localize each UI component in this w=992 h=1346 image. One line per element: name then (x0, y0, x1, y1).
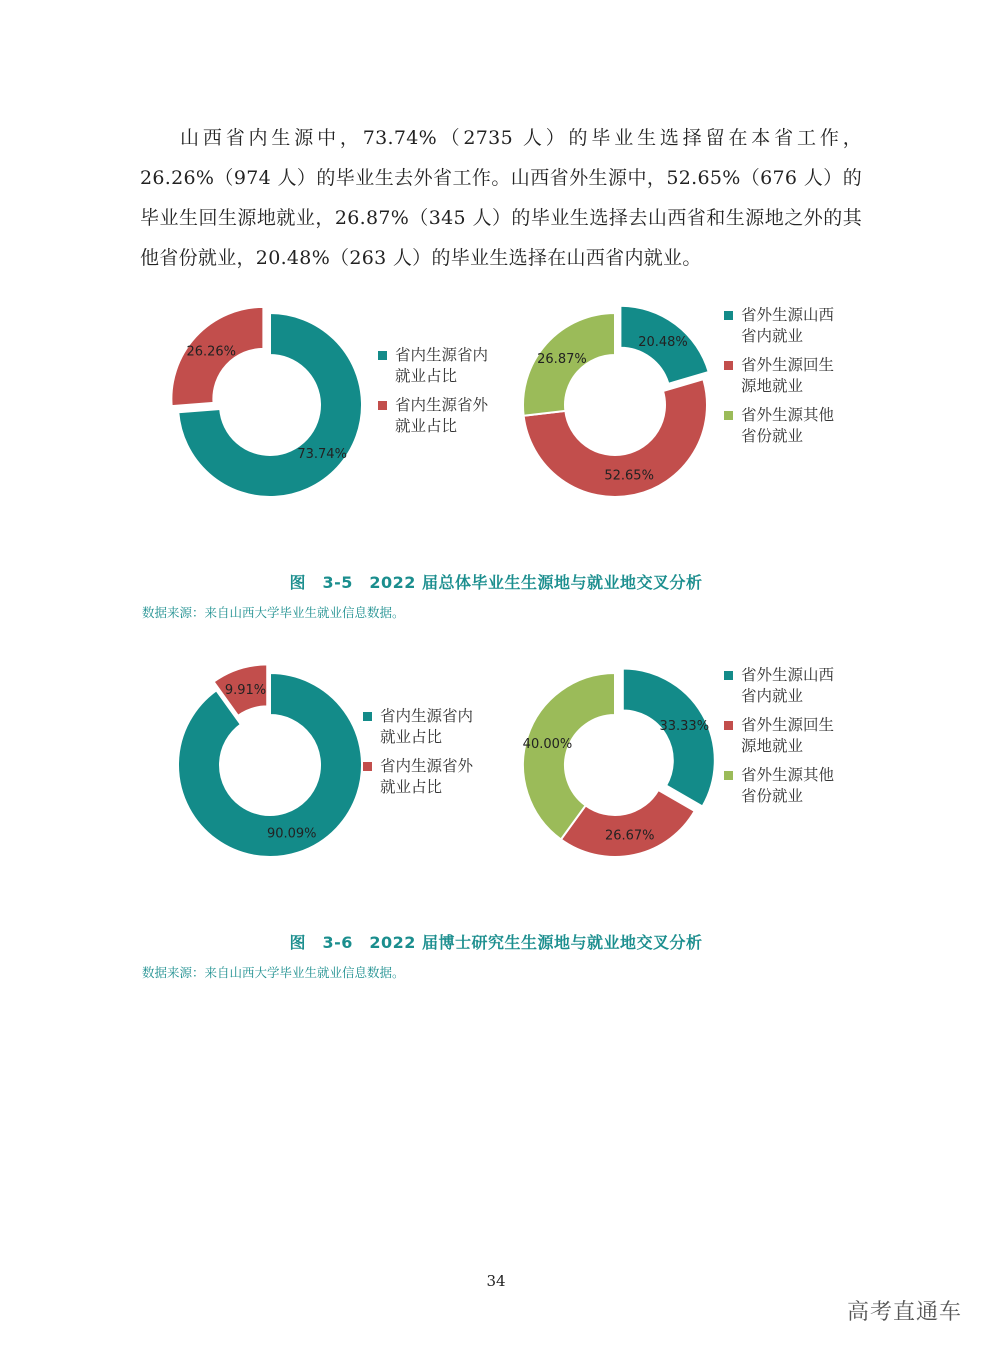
legend-swatch (724, 311, 733, 320)
legend-swatch (378, 401, 387, 410)
data-label: 20.48% (638, 334, 688, 350)
figure-3-6-charts (150, 660, 870, 910)
data-label: 40.00% (522, 737, 573, 753)
legend-swatch (724, 411, 733, 420)
legend-item (363, 706, 480, 748)
legend-item (724, 355, 846, 397)
figure-3-6-caption: 图 3-6 2022 届博士研究生生源地与就业地交叉分析 (289, 933, 703, 952)
legend-swatch (724, 721, 733, 730)
donut-chart-doctoral-out-province (505, 660, 725, 870)
legend-swatch (363, 762, 372, 771)
figure-3-5-source: 数据来源：来自山西大学毕业生就业信息数据。 (142, 605, 405, 620)
legend-doctoral-out-province (724, 665, 846, 815)
donut-chart-overall-in-province (160, 300, 380, 510)
figure-3-5-caption: 图 3-5 2022 届总体毕业生生源地与就业地交叉分析 (289, 573, 703, 592)
legend-item (363, 756, 480, 798)
data-label: 26.67% (604, 828, 655, 844)
legend-label: 省内生源省内就业占比 (395, 346, 489, 385)
legend-label: 省外生源其他省份就业 (741, 406, 835, 445)
legend-item (378, 345, 500, 387)
legend-swatch (724, 671, 733, 680)
legend-label: 省外生源山西省内就业 (741, 666, 835, 705)
legend-swatch (724, 771, 733, 780)
legend-label: 省外生源山西省内就业 (741, 306, 835, 345)
legend-label: 省内生源省外就业占比 (395, 396, 489, 435)
legend-overall-in-province (378, 345, 500, 445)
page-number: 34 (486, 1272, 506, 1290)
legend-overall-out-province (724, 305, 846, 455)
watermark: 高考直通车 (846, 1300, 962, 1325)
legend-swatch (363, 712, 372, 721)
donut-slice (561, 790, 695, 857)
legend-label: 省外生源回生源地就业 (741, 716, 835, 755)
legend-item (724, 405, 846, 447)
data-label: 90.09% (266, 826, 317, 842)
donut-chart-doctoral-in-province (160, 660, 380, 870)
legend-item (378, 395, 500, 437)
legend-label: 省内生源省内就业占比 (380, 707, 474, 746)
body-paragraph: 山西省内生源中，73.74%（2735 人）的毕业生选择留在本省工作，26.26%（974 人）的毕业生去外省工作。山西省外生源中，52.65%（676 人）的毕业生回生源地就业，26.87%（345 人）的毕业生选择去山西省和生源地之外的其他省份就业，20.48%（263 人）的毕业生选择在山西省内就业。 (140, 127, 862, 269)
legend-swatch (378, 351, 387, 360)
data-label: 26.26% (186, 344, 237, 360)
legend-label: 省内生源省外就业占比 (380, 757, 474, 796)
legend-doctoral-in-province (363, 706, 480, 806)
data-label: 9.91% (224, 682, 267, 698)
data-label: 33.33% (659, 718, 710, 734)
data-label: 26.87% (537, 351, 587, 367)
data-label: 73.74% (297, 447, 347, 463)
data-label: 52.65% (604, 468, 654, 484)
legend-item (724, 765, 846, 807)
legend-item (724, 715, 846, 757)
figure-3-5-charts (150, 300, 870, 550)
legend-label: 省外生源其他省份就业 (741, 766, 835, 805)
legend-label: 省外生源回生源地就业 (741, 356, 835, 395)
donut-slice (623, 668, 715, 806)
legend-swatch (724, 361, 733, 370)
donut-chart-overall-out-province (505, 300, 725, 510)
legend-item (724, 305, 846, 347)
figure-3-6-source: 数据来源：来自山西大学毕业生就业信息数据。 (142, 965, 405, 980)
legend-item (724, 665, 846, 707)
